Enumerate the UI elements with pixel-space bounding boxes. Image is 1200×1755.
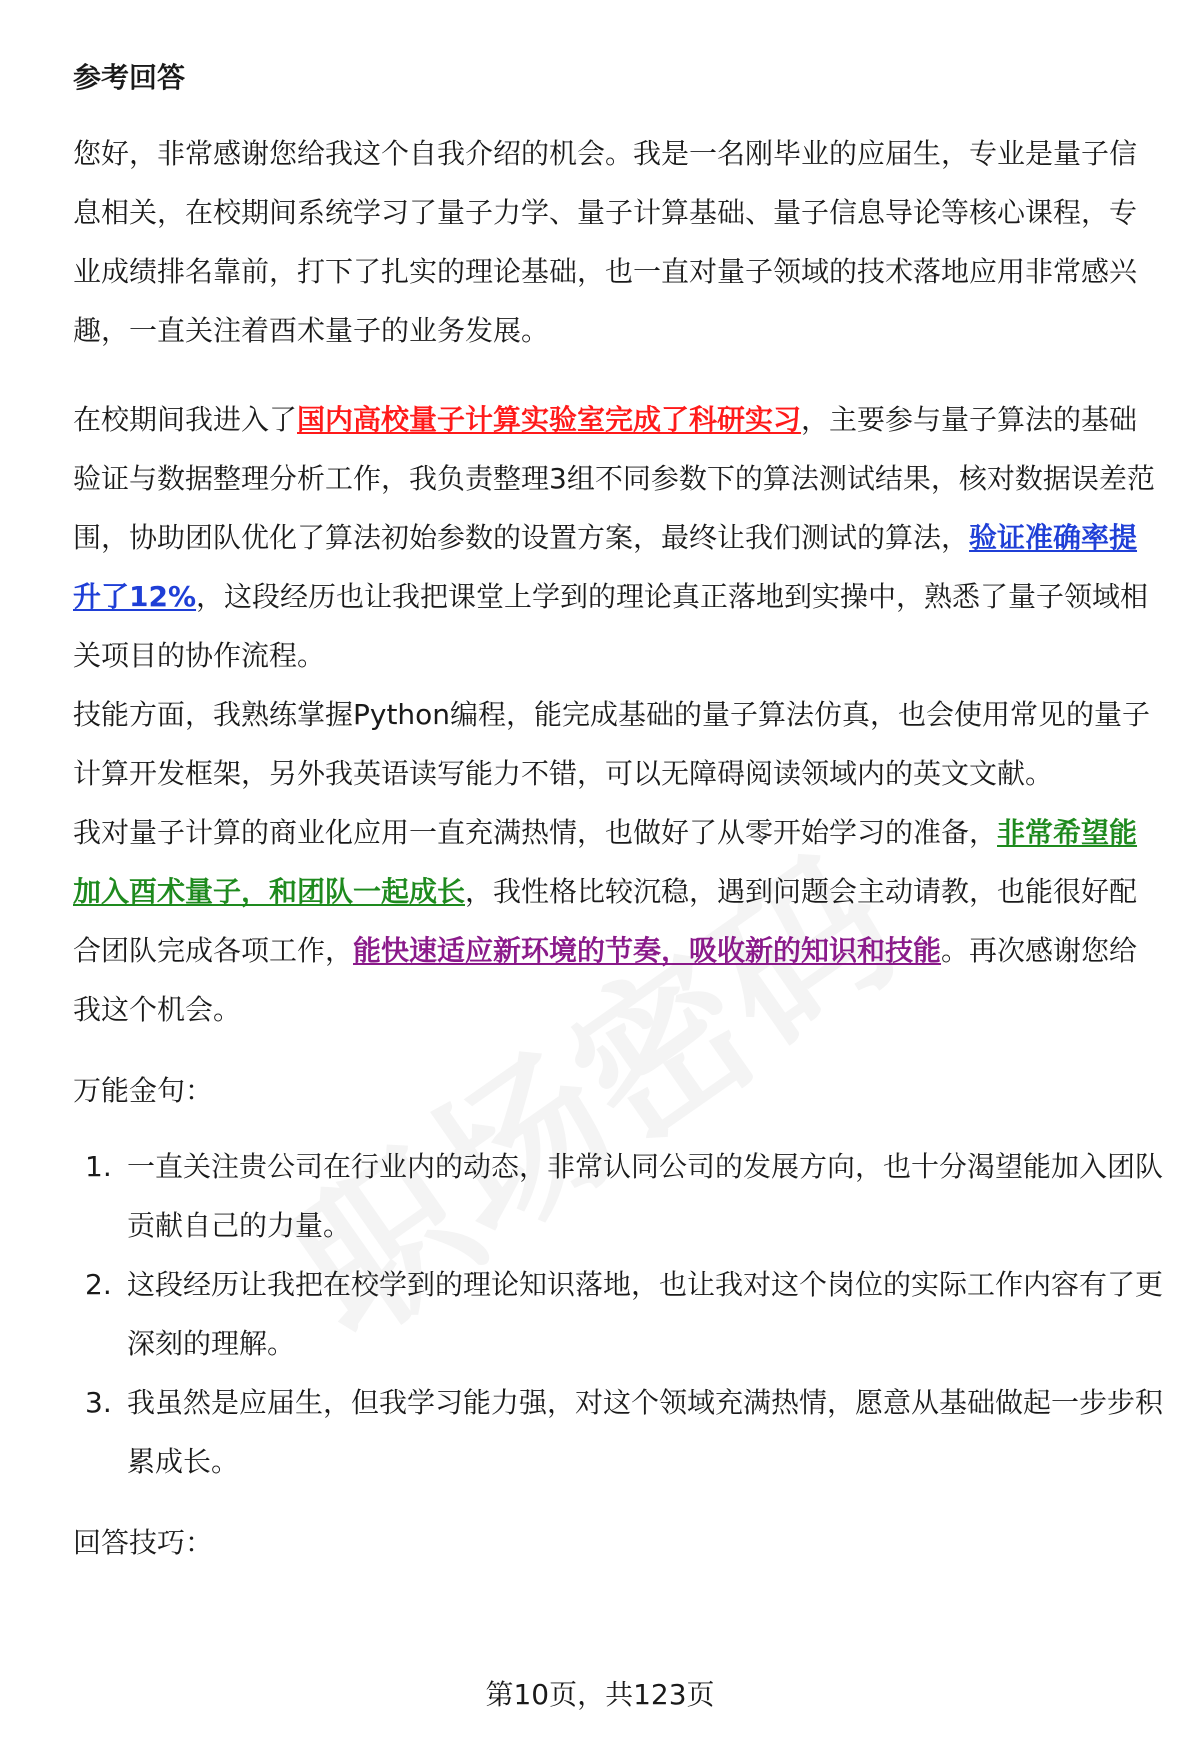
motivation-text-a: 我对量子计算的商业化应用一直充满热情，也做好了从零开始学习的准备， xyxy=(73,816,998,849)
list-text: 我虽然是应届生，但我学习能力强，对这个领域充满热情，愿意从基础做起一步步积累成长。 xyxy=(127,1386,1164,1478)
motivation-text-b: ，我性格比较沉稳，遇到问题会主动请教，也能很好配合团队完成各项工作， xyxy=(73,875,1138,967)
list-item xyxy=(73,1373,1163,1491)
page-footer: 第10页，共123页 xyxy=(485,1678,715,1711)
internship-text-c: ，这段经历也让我把课堂上学到的理论真正落地到实操中，熟悉了量子领域相关项目的协作流程。 xyxy=(73,580,1149,672)
section-heading: 参考回答 xyxy=(73,61,186,94)
highlight-accuracy: 验证准确率提升了12% xyxy=(73,521,1138,613)
list-number: 3. xyxy=(85,1386,112,1419)
answer-tips-label: 回答技巧： xyxy=(73,1526,214,1559)
motivation-text-c: 。再次感谢您给我这个机会。 xyxy=(73,934,1138,1026)
highlight-adapt: 能快速适应新环境的节奏，吸收新的知识和技能 xyxy=(353,934,942,967)
internship-paragraph xyxy=(73,390,1163,685)
internship-text-a: 在校期间我进入了 xyxy=(73,403,298,436)
skills-paragraph: 技能方面，我熟练掌握Python编程，能完成基础的量子算法仿真，也会使用常见的量子计算开发框架，另外我英语读写能力不错，可以无障碍阅读领域内的英文文献。 xyxy=(73,698,1151,790)
list-text: 这段经历让我把在校学到的理论知识落地，也让我对这个岗位的实际工作内容有了更深刻的理解。 xyxy=(127,1268,1164,1360)
intro-paragraph: 您好，非常感谢您给我这个自我介绍的机会。我是一名刚毕业的应届生，专业是量子信息相关，在校期间系统学习了量子力学、量子计算基础、量子信息导论等核心课程，专业成绩排名靠前，打下了扎实的理论基础，也一直对量子领域的技术落地应用非常感兴趣，一直关注着酉术量子的业务发展。 xyxy=(73,137,1138,347)
answer-content xyxy=(73,56,1163,1589)
golden-sentences-list xyxy=(73,1137,1163,1491)
motivation-paragraph xyxy=(73,803,1163,1039)
golden-sentences-label: 万能金句： xyxy=(73,1074,214,1107)
highlight-join-team: 非常希望能加入酉术量子，和团队一起成长 xyxy=(73,816,1138,908)
internship-text-b: ，主要参与量子算法的基础验证与数据整理分析工作，我负责整理3组不同参数下的算法测试结果，核对数据误差范围，协助团队优化了算法初始参数的设置方案，最终让我们测试的算法， xyxy=(73,403,1155,554)
highlight-internship: 国内高校量子计算实验室完成了科研实习 xyxy=(297,403,802,436)
list-item xyxy=(73,1137,1163,1255)
list-number: 1. xyxy=(85,1150,112,1183)
list-text: 一直关注贵公司在行业内的动态，非常认同公司的发展方向，也十分渴望能加入团队贡献自己的力量。 xyxy=(127,1150,1164,1242)
list-number: 2. xyxy=(85,1268,112,1301)
list-item xyxy=(73,1255,1163,1373)
